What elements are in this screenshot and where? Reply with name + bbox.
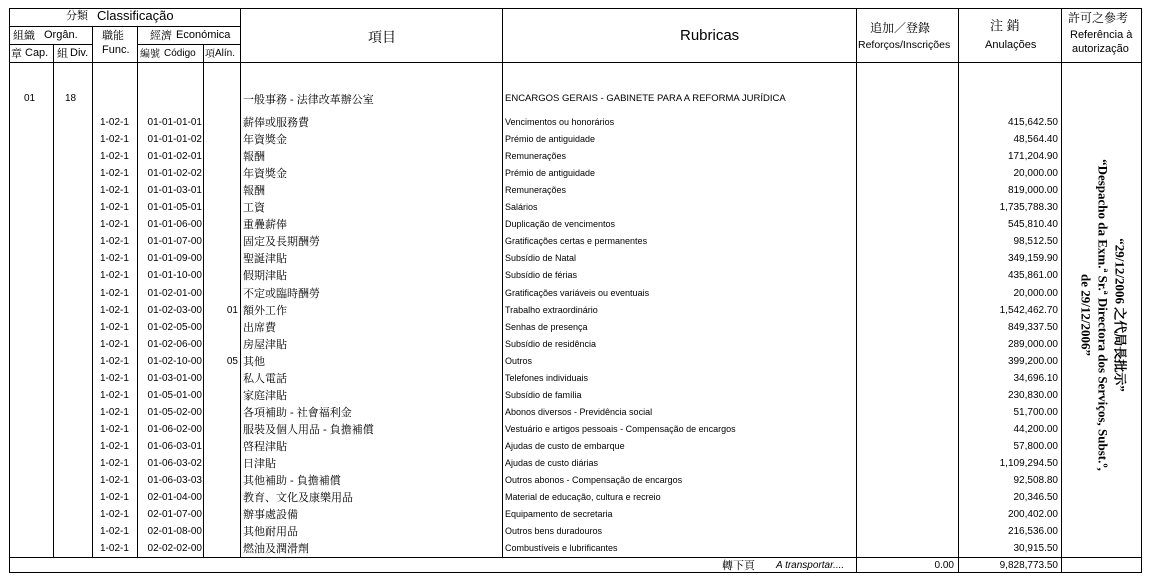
table-body-bottom [9,557,1142,558]
row-codigo: 01-02-03-00 [147,305,202,316]
row-anulacao: 1,109,294.50 [999,458,1058,469]
row-codigo: 01-02-10-00 [147,356,202,367]
col-divider-codigo [203,44,204,558]
header-ref-pt1: Referência à [1070,29,1133,41]
row-anulacao: 849,337.50 [1007,322,1058,333]
table-border-top [9,8,1142,9]
row-func: 1-02-1 [100,458,129,469]
row-rubrica: Prémio de antiguidade [505,134,596,144]
row-rubrica: Outros [505,356,533,366]
header-anulacoes-pt: Anulações [985,39,1037,51]
row-rubrica: Subsídio de Natal [505,253,577,263]
row-anulacao: 399,200.00 [1007,356,1058,367]
row-item-zh: 房屋津貼 [243,339,287,351]
col-divider-cap [53,44,54,558]
row-item-zh: 固定及長期酬勞 [243,236,320,248]
row-anulacao: 819,000.00 [1007,185,1058,196]
row-rubrica: Combustíveis e lubrificantes [505,543,618,553]
header-cap-zh: 章 [11,48,22,60]
row-func: 1-02-1 [100,117,129,128]
row-codigo: 01-03-01-00 [147,373,202,384]
row-anulacao: 1,735,788.30 [999,202,1058,213]
row-rubrica: Material de educação, cultura e recreio [505,492,661,502]
row-item-zh: 日津貼 [243,458,276,470]
header-ref-zh: 許可之參考 [1068,11,1129,25]
row-anulacao: 51,700.00 [1013,407,1058,418]
row-anulacao: 92,508.80 [1013,475,1058,486]
row-anulacao: 230,830.00 [1007,390,1058,401]
row-rubrica: Subsídio de residência [505,339,597,349]
row-anulacao: 30,915.50 [1013,543,1058,554]
header-organ-zh: 組織 [13,30,35,42]
row-item-zh: 家庭津貼 [243,390,287,402]
row-rubrica: Abonos diversos - Previdência social [505,407,653,417]
row-func: 1-02-1 [100,168,129,179]
row-rubrica: Salários [505,202,538,212]
row-func: 1-02-1 [100,492,129,503]
row-func: 1-02-1 [100,543,129,554]
table-header-bottom [9,62,1142,63]
header-codigo-zh: 編號 [140,49,160,60]
row-rubrica: Outros abonos - Compensação de encargos [505,475,683,485]
row-anulacao: 44,200.00 [1013,424,1058,435]
row-codigo: 01-02-06-00 [147,339,202,350]
row-codigo: 02-01-07-00 [147,509,202,520]
row-codigo: 01-02-01-00 [147,288,202,299]
row-func: 1-02-1 [100,288,129,299]
row-alin: 01 [226,305,238,316]
header-reforcos-zh: 追加／登錄 [870,21,931,35]
row-anulacao: 48,564.40 [1013,134,1058,145]
header-econ-pt: Económica [176,29,231,41]
table-border-left [9,8,10,573]
row-rubrica: Prémio de antiguidade [505,168,596,178]
row-anulacao: 57,800.00 [1013,441,1058,452]
row-func: 1-02-1 [100,526,129,537]
row-rubrica: Senhas de presença [505,322,588,332]
row-codigo: 01-01-06-00 [147,219,202,230]
header-div-zh: 組 [57,48,68,60]
row-item-zh: 教育、文化及康樂用品 [243,492,353,504]
section-cap: 01 [24,93,36,104]
row-func: 1-02-1 [100,185,129,196]
row-anulacao: 349,159.90 [1007,253,1058,264]
row-anulacao: 98,512.50 [1013,236,1058,247]
row-rubrica: Ajudas de custo de embarque [505,441,625,451]
row-item-zh: 燃油及潤滑劑 [243,543,309,555]
row-anulacao: 415,642.50 [1007,117,1058,128]
row-item-zh: 私人電話 [243,373,287,385]
row-rubrica: Remunerações [505,185,567,195]
row-item-zh: 其他補助 - 負擔補償 [243,475,341,487]
row-codigo: 01-01-09-00 [147,253,202,264]
row-func: 1-02-1 [100,202,129,213]
row-codigo: 01-02-05-00 [147,322,202,333]
row-anulacao: 289,000.00 [1007,339,1058,350]
row-func: 1-02-1 [100,509,129,520]
row-anulacao: 216,536.00 [1007,526,1058,537]
header-econ-zh: 經濟 [150,30,172,42]
row-rubrica: Equipamento de secretaria [505,509,613,519]
footer-transportar-pt: A transportar.... [776,560,845,571]
header-organ-pt: Orgân. [44,29,78,41]
row-codigo: 01-01-10-00 [147,270,202,281]
footer-anulacoes-total: 9,828,773.50 [999,560,1058,571]
referencia-autorizacao [1074,115,1132,515]
footer-transportar-zh: 轉下頁 [722,560,755,572]
row-rubrica: Subsídio de férias [505,270,578,280]
referencia-line-1: “29/12/2006 之代局長批示” [1112,238,1128,392]
header-cap-pt: Cap. [25,47,49,59]
row-codigo: 01-05-02-00 [147,407,202,418]
row-item-zh: 報酬 [243,151,265,163]
col-divider-func [137,26,138,558]
row-rubrica: Gratificações certas e permanentes [505,236,648,246]
header-classificacao-zh: 分類 [66,10,88,22]
header-reforcos-pt: Reforços/Inscrições [858,39,951,51]
row-codigo: 01-06-03-02 [147,458,202,469]
row-codigo: 01-01-01-01 [147,117,202,128]
row-anulacao: 20,346.50 [1013,492,1058,503]
col-divider-div [92,26,93,558]
row-item-zh: 工資 [243,202,265,214]
row-item-zh: 不定或臨時酬勞 [243,288,320,300]
row-item-zh: 啓程津貼 [243,441,287,453]
row-item-zh: 年資獎金 [243,168,287,180]
row-item-zh: 聖誕津貼 [243,253,287,265]
row-item-zh: 出席費 [243,322,276,334]
row-codigo: 01-06-03-03 [147,475,202,486]
row-rubrica: Vestuário e artigos pessoais - Compensação de encargos [505,424,736,434]
row-func: 1-02-1 [100,373,129,384]
footer-reforcos-total: 0.00 [934,560,954,571]
row-func: 1-02-1 [100,339,129,350]
row-codigo: 01-05-01-00 [147,390,202,401]
col-divider-item [502,8,503,558]
row-func: 1-02-1 [100,134,129,145]
col-divider-reforcos [958,8,959,573]
row-rubrica: Outros bens duradouros [505,526,603,536]
row-func: 1-02-1 [100,219,129,230]
header-codigo-pt: Código [164,48,196,59]
header-anulacoes-zh: 注 銷 [990,18,1020,33]
row-codigo: 01-06-02-00 [147,424,202,435]
header-alin-pt: Alín. [215,48,236,59]
row-codigo: 02-02-02-00 [147,543,202,554]
row-item-zh: 辦事處設備 [243,509,298,521]
row-rubrica: Duplicação de vencimentos [505,219,616,229]
row-func: 1-02-1 [100,253,129,264]
row-func: 1-02-1 [100,356,129,367]
header-ref-pt2: autorização [1072,43,1129,55]
header-func-zh: 職能 [102,30,124,42]
row-anulacao: 20,000.00 [1013,288,1058,299]
header-line-organ [9,44,92,45]
row-anulacao: 200,402.00 [1007,509,1058,520]
referencia-line-3: de 29/12/2006” [1078,274,1094,356]
row-item-zh: 重疊薪俸 [243,219,287,231]
header-line-classificacao [9,26,240,27]
row-func: 1-02-1 [100,305,129,316]
row-func: 1-02-1 [100,390,129,401]
referencia-line-2: “Despacho da Exm.ª Sr.ª Directora dos Serviços, Subst.º, [1095,159,1111,471]
row-func: 1-02-1 [100,322,129,333]
section-rubrica: ENCARGOS GERAIS - GABINETE PARA A REFORMA JURÍDICA [505,93,786,104]
table-border-right [1141,8,1142,573]
row-codigo: 01-01-01-02 [147,134,202,145]
row-item-zh: 年資獎金 [243,134,287,146]
row-anulacao: 20,000.00 [1013,168,1058,179]
row-anulacao: 34,696.10 [1013,373,1058,384]
header-alin-zh: 項 [205,49,215,60]
row-rubrica: Ajudas de custo diárias [505,458,599,468]
row-func: 1-02-1 [100,407,129,418]
table-border-bottom [9,572,1142,573]
row-rubrica: Vencimentos ou honorários [505,117,615,127]
row-item-zh: 各項補助 - 社會福利金 [243,407,352,419]
row-codigo: 02-01-08-00 [147,526,202,537]
row-item-zh: 假期津貼 [243,270,287,282]
header-items-zh: 項目 [368,29,396,45]
row-codigo: 01-06-03-01 [147,441,202,452]
row-func: 1-02-1 [100,236,129,247]
row-rubrica: Telefones individuais [505,373,589,383]
row-func: 1-02-1 [100,151,129,162]
row-codigo: 02-01-04-00 [147,492,202,503]
row-codigo: 01-01-03-01 [147,185,202,196]
row-item-zh: 其他 [243,356,265,368]
row-anulacao: 435,861.00 [1007,270,1058,281]
section-div: 18 [65,93,77,104]
row-anulacao: 545,810.40 [1007,219,1058,230]
row-rubrica: Gratificações variáveis ou eventuais [505,288,650,298]
row-codigo: 01-01-07-00 [147,236,202,247]
row-item-zh: 額外工作 [243,305,287,317]
row-codigo: 01-01-05-01 [147,202,202,213]
col-divider-alin [240,8,241,558]
row-alin: 05 [226,356,238,367]
header-classificacao-pt: Classificação [97,8,174,23]
row-rubrica: Remunerações [505,151,567,161]
header-func-pt: Func. [102,44,130,56]
row-func: 1-02-1 [100,475,129,486]
row-item-zh: 薪俸或服務費 [243,117,309,129]
header-line-econ [137,44,240,45]
col-divider-rubricas [856,8,857,573]
row-anulacao: 1,542,462.70 [999,305,1058,316]
row-func: 1-02-1 [100,441,129,452]
row-anulacao: 171,204.90 [1007,151,1058,162]
header-div-pt: Div. [70,47,89,59]
row-rubrica: Trabalho extraordinário [505,305,598,315]
col-divider-anulacoes [1061,8,1062,573]
header-rubricas: Rubricas [680,27,740,44]
section-item-zh: 一般事務 - 法律改革辦公室 [243,94,374,106]
row-item-zh: 服裝及個人用品 - 負擔補償 [243,424,374,436]
row-rubrica: Subsídio de família [505,390,582,400]
row-func: 1-02-1 [100,424,129,435]
row-item-zh: 其他耐用品 [243,526,298,538]
row-item-zh: 報酬 [243,185,265,197]
row-codigo: 01-01-02-01 [147,151,202,162]
row-func: 1-02-1 [100,270,129,281]
row-codigo: 01-01-02-02 [147,168,202,179]
